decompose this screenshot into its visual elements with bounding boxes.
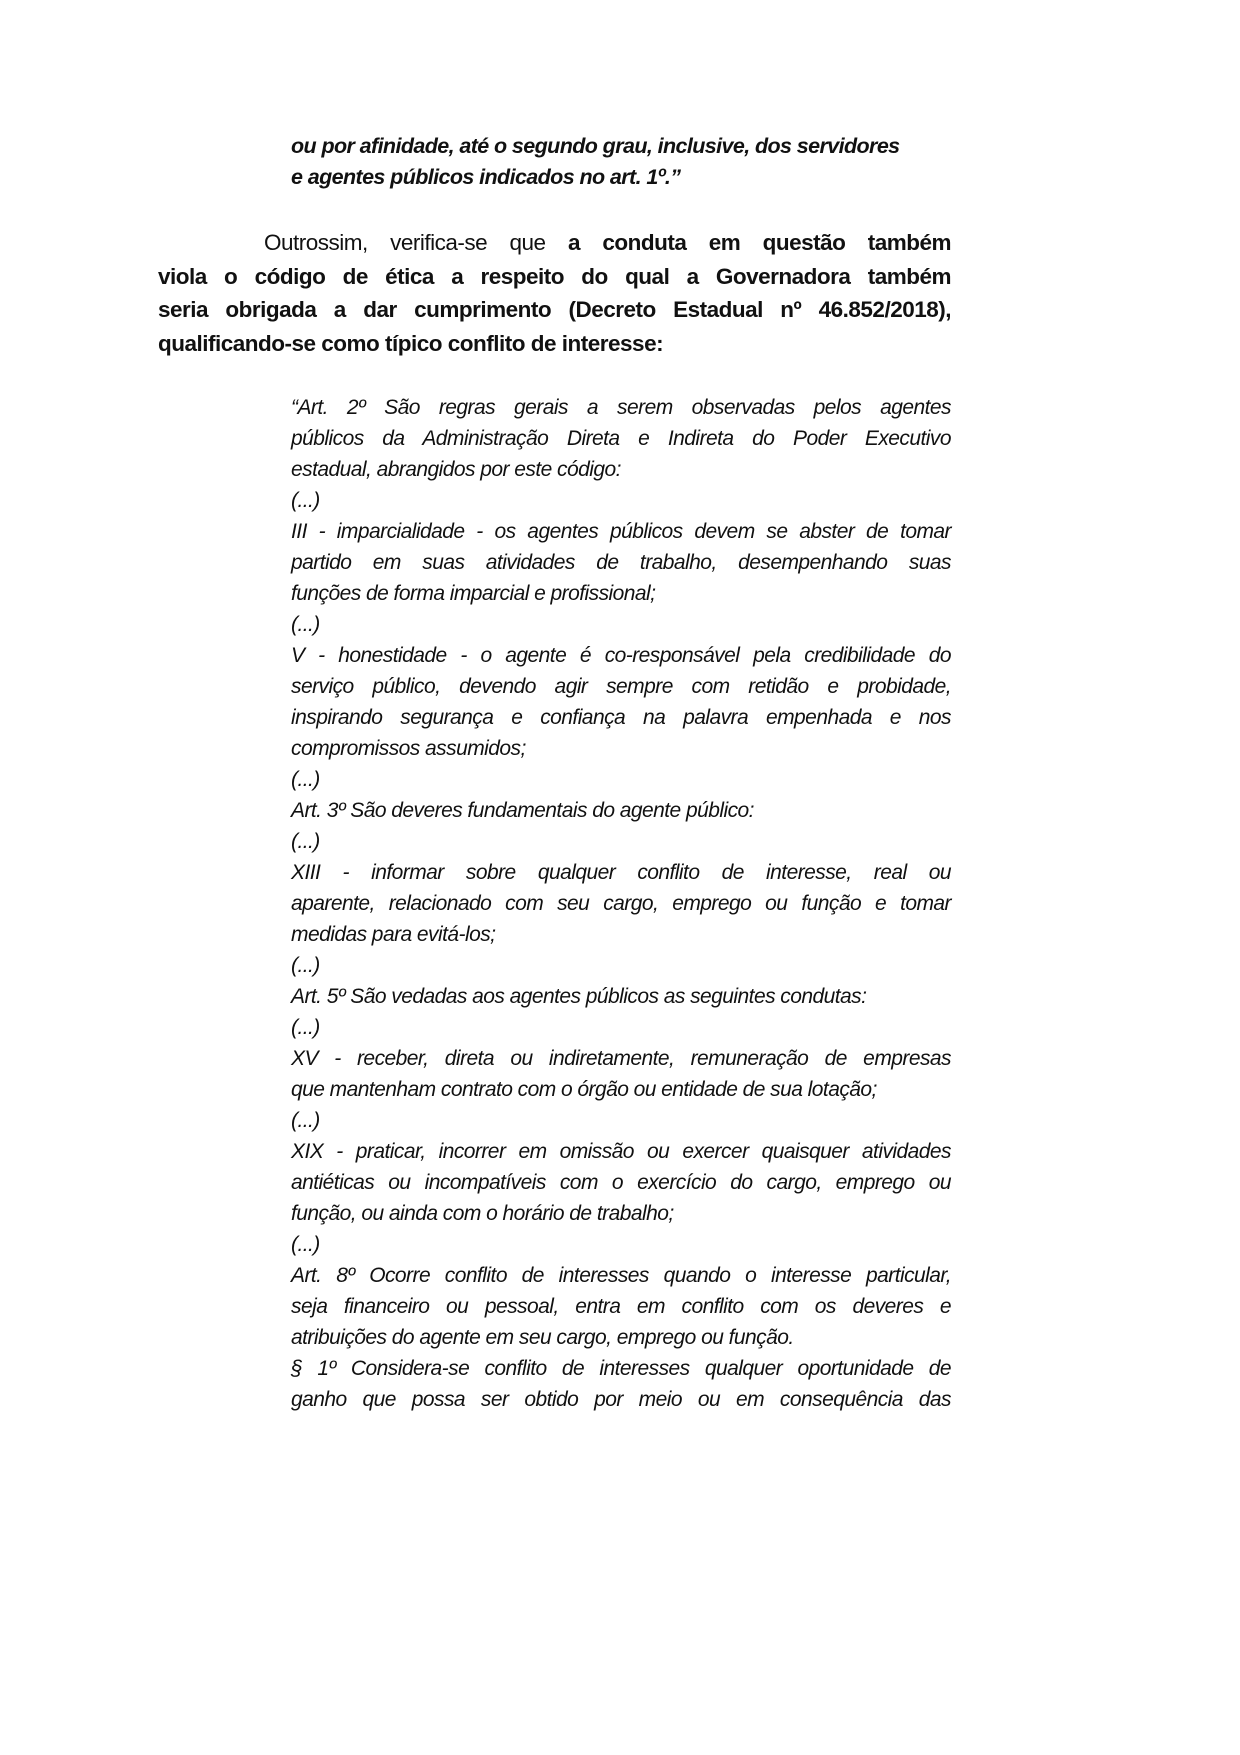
block-quote-line: estadual, abrangidos por este código: bbox=[291, 458, 621, 481]
block-quote-line: (...) bbox=[291, 613, 320, 636]
block-quote-line: (...) bbox=[291, 1233, 320, 1256]
block-quote-line: função, ou ainda com o horário de trabalho; bbox=[291, 1202, 674, 1225]
block-quote-line: (...) bbox=[291, 954, 320, 977]
block-quote-line: ganho que possa ser obtido por meio ou em consequência das bbox=[291, 1388, 951, 1411]
block-quote-line: (...) bbox=[291, 830, 320, 853]
paragraph-bold-text: viola o código de ética a respeito do qual a Governadora também bbox=[158, 263, 951, 289]
paragraph-line bbox=[158, 226, 951, 260]
block-quote-line: funções de forma imparcial e profissional; bbox=[291, 582, 656, 605]
block-quote-line: compromissos assumidos; bbox=[291, 737, 526, 760]
quoted-excerpt-continuation bbox=[291, 131, 951, 193]
block-quote-line: públicos da Administração Direta e Indireta do Poder Executivo bbox=[291, 427, 951, 450]
block-quote-line: Art. 3º São deveres fundamentais do agente público: bbox=[291, 799, 754, 822]
block-quote-line: § 1º Considera-se conflito de interesses qualquer oportunidade de bbox=[291, 1357, 951, 1380]
block-quote-line: partido em suas atividades de trabalho, desempenhando suas bbox=[291, 551, 951, 574]
block-quote-line: (...) bbox=[291, 768, 320, 791]
block-quote-line: (...) bbox=[291, 489, 320, 512]
paragraph-line bbox=[158, 327, 951, 361]
block-quote-line: serviço público, devendo agir sempre com retidão e probidade, bbox=[291, 675, 951, 698]
block-quote-line: atribuições do agente em seu cargo, emprego ou função. bbox=[291, 1326, 794, 1349]
paragraph-line bbox=[158, 293, 951, 327]
block-quote-line: III - imparcialidade - os agentes públicos devem se abster de tomar bbox=[291, 520, 951, 543]
block-quote-line: “Art. 2º São regras gerais a serem observadas pelos agentes bbox=[291, 396, 951, 419]
paragraph-plain-text: Outrossim, verifica-se que bbox=[264, 230, 568, 255]
block-quote-line: antiéticas ou incompatíveis com o exercício do cargo, emprego ou bbox=[291, 1171, 951, 1194]
block-quote-line: aparente, relacionado com seu cargo, emprego ou função e tomar bbox=[291, 892, 951, 915]
block-quote-line: medidas para evitá-los; bbox=[291, 923, 496, 946]
paragraph-bold-text: qualificando-se como típico conflito de interesse: bbox=[158, 330, 664, 356]
legal-block-quote bbox=[291, 392, 951, 1415]
block-quote-line: XIII - informar sobre qualquer conflito de interesse, real ou bbox=[291, 861, 951, 884]
block-quote-line: Art. 8º Ocorre conflito de interesses quando o interesse particular, bbox=[291, 1264, 951, 1287]
block-quote-line: inspirando segurança e confiança na palavra empenhada e nos bbox=[291, 706, 951, 729]
block-quote-line: Art. 5º São vedadas aos agentes públicos as seguintes condutas: bbox=[291, 985, 867, 1008]
quote-line: e agentes públicos indicados no art. 1º.” bbox=[291, 165, 681, 189]
paragraph-bold-text: seria obrigada a dar cumprimento (Decreto Estadual nº 46.852/2018), bbox=[158, 297, 951, 322]
block-quote-line: (...) bbox=[291, 1016, 320, 1039]
block-quote-line: que mantenham contrato com o órgão ou entidade de sua lotação; bbox=[291, 1078, 877, 1101]
paragraph-line bbox=[158, 260, 951, 294]
body-paragraph bbox=[158, 226, 951, 360]
block-quote-line: XIX - praticar, incorrer em omissão ou exercer quaisquer atividades bbox=[291, 1140, 951, 1163]
block-quote-line: seja financeiro ou pessoal, entra em conflito com os deveres e bbox=[291, 1295, 951, 1318]
paragraph-bold-text: a conduta em questão também bbox=[567, 230, 951, 255]
block-quote-line: V - honestidade - o agente é co-responsável pela credibilidade do bbox=[291, 644, 951, 667]
block-quote-line: XV - receber, direta ou indiretamente, remuneração de empresas bbox=[291, 1047, 951, 1070]
quote-line: ou por afinidade, até o segundo grau, inclusive, dos servidores bbox=[291, 134, 900, 158]
block-quote-line: (...) bbox=[291, 1109, 320, 1132]
